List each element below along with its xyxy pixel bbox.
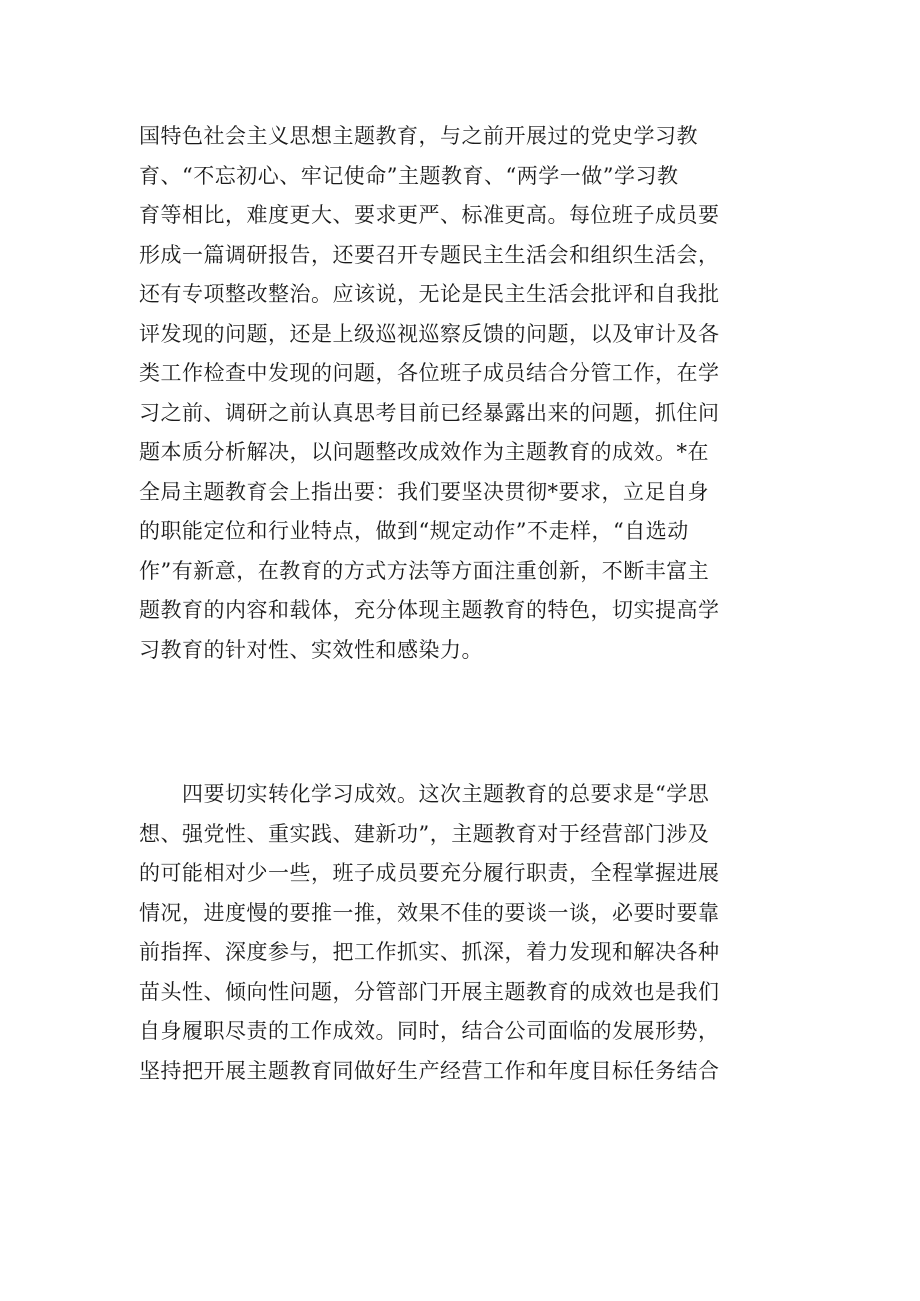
text-line: 育、“不忘初心、牢记使命”主题教育、“两学一做”学习教 <box>139 163 679 188</box>
text-line: 情况，进度慢的要推一推，效果不佳的要谈一谈，必要时要靠 <box>139 900 720 925</box>
text-line: 国特色社会主义思想主题教育，与之前开展过的党史学习教 <box>139 124 698 148</box>
text-line: 的职能定位和行业特点，做到“规定动作”不走样，“自选动 <box>139 519 689 543</box>
text-line: 全局主题教育会上指出要：我们要坚决贯彻*要求，立足自身 <box>139 479 709 504</box>
text-line: 苗头性、倾向性问题，分管部门开展主题教育的成效也是我们 <box>139 979 720 1004</box>
text-line: 习教育的针对性、实效性和感染力。 <box>139 637 483 662</box>
text-line: 四要切实转化学习成效。这次主题教育的总要求是“学思 <box>139 782 710 806</box>
text-line: 想、强党性、重实践、建新功”，主题教育对于经营部门涉及 <box>139 821 710 846</box>
text-line: 习之前、调研之前认真思考目前已经暴露出来的问题，抓住问 <box>139 400 720 425</box>
text-line: 自身履职尽责的工作成效。同时，结合公司面临的发展形势， <box>139 1019 720 1043</box>
text-line: 类工作检查中发现的问题，各位班子成员结合分管工作，在学 <box>139 361 720 385</box>
text-line: 评发现的问题，还是上级巡视巡察反馈的问题，以及审计及各 <box>139 321 720 346</box>
text-line: 坚持把开展主题教育同做好生产经营工作和年度目标任务结合 <box>139 1058 720 1083</box>
text-line: 作”有新意，在教育的方式方法等方面注重创新，不断丰富主 <box>139 558 710 583</box>
paragraph-1 <box>139 117 769 670</box>
text-line: 题教育的内容和载体，充分体现主题教育的特色，切实提高学 <box>139 598 720 622</box>
text-line: 形成一篇调研报告，还要召开专题民主生活会和组织生活会， <box>139 242 720 267</box>
text-line: 前指挥、深度参与，把工作抓实、抓深，着力发现和解决各种 <box>139 940 720 964</box>
text-line: 题本质分析解决，以问题整改成效作为主题教育的成效。*在 <box>139 440 709 464</box>
text-line: 育等相比，难度更大、要求更严、标准更高。每位班子成员要 <box>139 203 720 227</box>
text-line: 还有专项整改整治。应该说，无论是民主生活会批评和自我批 <box>139 282 720 306</box>
text-line: 的可能相对少一些，班子成员要充分履行职责，全程掌握进展 <box>139 861 720 885</box>
paragraph-2 <box>139 775 769 1091</box>
